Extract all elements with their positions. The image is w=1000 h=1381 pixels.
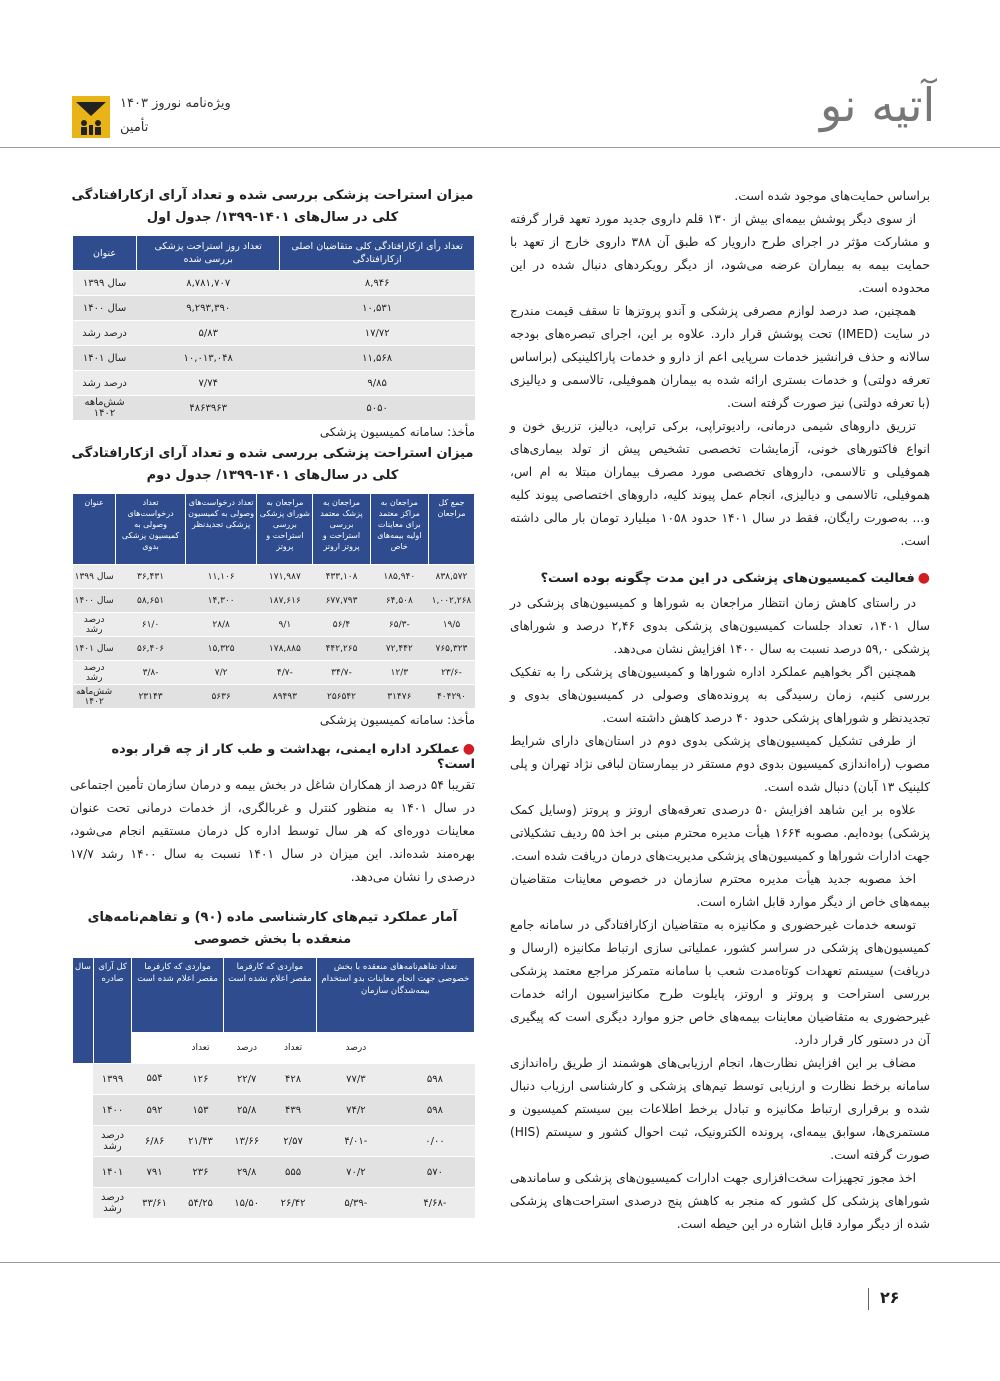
table-cell: ۶۱/۰ [116,613,186,637]
table-header-cell: مواردی که کارفرما مقصر اعلام شده است [132,958,224,1033]
table-cell: ۵۹۸ [395,1064,474,1095]
section-label: تأمین [120,120,149,135]
table-cell: ۴۰۴۲۹۰ [428,685,474,709]
paragraph: علاوه بر این شاهد افزایش ۵۰ درصدی تعرفه‌های اروتز و پروتز (وسایل کمک پزشکی) بوده‌ایم. مصوبه ۱۶۶۴ هیأت مدیره محترم مبنی بر اخذ ۵۵ ردیف تشکیلاتی جهت ادارات شوراها و کمیسیون‌های پزشکی مدیریت‌های درمان دریافت شده است. [510,803,930,863]
footer-divider [0,1262,1000,1263]
paragraph: اخذ مجوز تجهیزات سخت‌افزاری جهت ادارات کمیسیون‌های پزشکی و ساماندهی شوراهای پزشکی کل کشور که منجر به کاهش پنج درصدی استراحت‌های پزشکی شده از دیگر موارد قابل اشاره در این حیطه است. [510,1171,930,1231]
table-cell: ۵۰۵۰ [280,396,475,421]
table-cell: ۷۴/۲ [316,1095,395,1126]
table-cell: ۲۳۱۴۳ [116,685,186,709]
table-cell: ۱۲۶ [178,1064,224,1095]
table-row [73,637,475,661]
section-heading [70,741,475,772]
table1-source: مأخذ: سامانه کمیسیون پزشکی [319,425,475,439]
table-row [73,346,475,371]
table-cell: درصد رشد [73,371,137,396]
table-row [73,371,475,396]
paragraph: اخذ مصوبه جدید هیأت مدیره محترم سازمان در خصوص معاینات متقاضیان بیمه‌های خاص از دیگر موارد قابل اشاره است. [510,872,930,909]
table-cell: ۱۵/۵۰ [223,1188,269,1219]
table-cell: ۵۹۸ [395,1095,474,1126]
table-cell: ۵۵۴ [132,1064,178,1095]
table-cell: ۳۶,۴۳۱ [116,565,186,589]
table-cell: درصد رشد [73,321,137,346]
page-header [0,0,1000,160]
table-header-cell: تعداد تفاهم‌نامه‌های منعقده با بخش خصوصی جهت انجام معاینات بدو استخدام بیمه‌شدگان سازمان [316,958,474,1033]
table-cell: ۷۰/۲ [316,1157,395,1188]
header-divider [0,147,1000,148]
paragraph: از طرفی تشکیل کمیسیون‌های پزشکی بدوی دوم در استان‌های دارای شرایط مصوب (راه‌اندازی کمیسیون بدوی دوم مستقر در بیمارستان لبافی نژاد تهران و پلی کلینیک ۱۳ آبان) دنبال شده است. [510,734,930,794]
table-cell: ۶/۸۶ [132,1126,178,1157]
section-heading-text: فعالیت کمیسیون‌های پزشکی در این مدت چگونه بوده است؟ [540,571,915,586]
section-paragraph: تقریبا ۵۴ درصد از همکاران شاغل در بخش بیمه و درمان سازمان تأمین اجتماعی در سال ۱۴۰۱ به منظور کنترل و غربالگری، از خدمات درمانی تحت عنوان معاینات دوره‌ای که هر سال توسط اداره کل درمان مستقیم انجام می‌شود، بهره‌مند شده‌اند. این میزان در سال ۱۴۰۱ نسبت به سال ۱۴۰۰ رشد ۱۷/۷ درصدی را نشان می‌دهد. [70,778,475,884]
table-cell: ۹/۸۵ [280,371,475,396]
table-header-cell: مراجعان به پزشک معتمد بررسی استراحت و پروتز اروتز [313,494,370,565]
table-cell: ۷۷/۳ [316,1064,395,1095]
table-row [73,685,475,709]
table3-title: آمار عملکرد تیم‌های کارشناسی ماده (۹۰) و تفاهم‌نامه‌های منعقده با بخش خصوصی [87,910,458,947]
table-row [73,1157,475,1188]
table-cell: درصد رشد [93,1188,131,1219]
table-row [73,1188,475,1219]
table-header-cell: تعداد درخواست‌های وصولی به کمیسیون پزشکی تجدیدنظر [185,494,257,565]
table-cell: ۸,۷۸۱,۷۰۷ [137,271,280,296]
table-cell: ۸,۹۴۶ [280,271,475,296]
table-cell: ۲۵/۸ [223,1095,269,1126]
table-cell: -۶۵/۳ [370,613,428,637]
paragraph: براساس حمایت‌های موجود شده است. [734,189,930,203]
paragraph: همچنین اگر بخواهیم عملکرد اداره شوراها و کمیسیون‌های پزشکی را به تفکیک بررسی کنیم، زمان رسیدگی به پرونده‌های وصولی در کمیسیون‌های بدوی و تجدیدنظر و شوراهای پزشکی حدود ۴۰ درصد کاهش داشته است. [510,665,930,725]
table-cell: ۱۴,۳۰۰ [185,589,257,613]
table-cell: -۵/۳۹ [316,1188,395,1219]
table-subheader-cell: تعداد [178,1033,224,1064]
table-cell: سال ۱۳۹۹ [73,565,116,589]
article-body [510,185,930,1236]
table-header-cell: کل آرای صادره [93,958,131,1064]
table-cell: سال ۱۴۰۰ [73,589,116,613]
paragraph: همچنین، صد درصد لوازم مصرفی پزشکی و آندو پروتزها تا سقف قیمت مندرج در سایت (IMED) تحت پوشش قرار دارد. علاوه بر این، اجرای تبصره‌های بودجه سالانه و حذف فرانشیز خدمات سرپایی اعم از دارو و خدمات پاراکلینیکی (براساس تعرفه دولتی) و خدمات بستری ارائه شده به بیماران هموفیلی، تالاسمی و دیالیزی (با تعرفه دولتی) نیز صورت گرفته است. [510,304,930,410]
table-cell: ۹/۱ [257,613,313,637]
table-cell: ۱۱,۱۰۶ [185,565,257,589]
table-row [73,589,475,613]
table-header-cell: عنوان [73,494,116,565]
table-row [73,661,475,685]
right-column [510,185,930,1236]
issue-label: ویژه‌نامه نوروز ۱۴۰۳ [120,96,231,111]
table-cell: ۴۳۹ [270,1095,316,1126]
table-cell: ۷۶۵,۳۲۳ [428,637,474,661]
table-cell: ۷۲,۴۴۲ [370,637,428,661]
table-subheader-cell: درصد [316,1033,395,1064]
table-cell: ۷۹۱ [132,1157,178,1188]
table-cell: درصد رشد [73,613,116,637]
section-heading [510,567,930,590]
table-cell: شش‌ماهه ۱۴۰۲ [73,685,116,709]
tamin-logo-icon [72,96,110,138]
table-cell: سال ۱۴۰۱ [73,637,116,661]
table-cell: -۴/۰۱ [316,1126,395,1157]
section-heading-text: عملکرد اداره ایمنی، بهداشت و طب کار از چه قرار بوده است؟ [111,742,475,772]
table-cell: ۳۳/۶۱ [132,1188,178,1219]
table-cell: ۸۹۴۹۳ [257,685,313,709]
paragraph: مضاف بر این افزایش نظارت‌ها، انجام ارزیابی‌های هوشمند از طریق راه‌اندازی سامانه برخط نظارت و ارزیابی توسط تیم‌های پزشکی و کارشناسی ارزیاب دنبال شده و برقراری ارتباط مکانیزه و تبادل برخط اطلاعات بین سیستم کمیسیون و مستمری‌ها، سوابق بیمه‌ای، پرونده الکترونیک، ثبت احوال کشور و سیستم (HIS) صورت گرفته است. [510,1056,930,1162]
table-cell: ۱۰,۵۳۱ [280,296,475,321]
table-cell: درصد رشد [93,1126,131,1157]
table-cell: ۲۹/۸ [223,1157,269,1188]
table-cell: سال ۱۴۰۱ [73,346,137,371]
table-subheader-cell [395,1033,474,1064]
bullet-icon: ● [462,741,475,757]
table-cell: ۱۳/۶۶ [223,1126,269,1157]
table-cell: ۱۳۹۹ [93,1064,131,1095]
table-cell: ۲۸/۸ [185,613,257,637]
table3 [72,957,475,1219]
table-cell: ۶۴,۵۰۸ [370,589,428,613]
left-column [70,185,475,1219]
table-cell: ۱۵۳ [178,1095,224,1126]
table-cell: ۱۴۰۱ [93,1157,131,1188]
table-cell: ۱۰,۰۱۳,۰۴۸ [137,346,280,371]
table-cell: ۵۴/۲۵ [178,1188,224,1219]
table-header-cell: مراجعان به شورای پزشکی بررسی استراحت و پروتز [257,494,313,565]
table-cell: -۴/۷ [257,661,313,685]
table-cell: -۳۴/۷ [313,661,370,685]
table-cell: ۴۴۲,۲۶۵ [313,637,370,661]
table-header-cell: عنوان [73,236,137,271]
table-subheader-cell: تعداد [270,1033,316,1064]
table-cell: -۳/۸ [116,661,186,685]
table-header-cell: جمع کل مراجعان [428,494,474,565]
table-cell: ۵۸,۶۵۱ [116,589,186,613]
table-header-cell: سال [73,958,94,1064]
table-cell: ۷/۲ [185,661,257,685]
table-cell: ۰/۰۰ [395,1126,474,1157]
table-cell: ۱۴۰۰ [93,1095,131,1126]
table-cell: ۵۹۲ [132,1095,178,1126]
table-cell: شش‌ماهه ۱۴۰۲ [73,396,137,421]
table-cell: درصد رشد [73,661,116,685]
paragraph: از سوی دیگر پوشش بیمه‌ای بیش از ۱۳۰ قلم داروی جدید مورد تعهد قرار گرفته و مشارکت مؤثر در اجرای طرح دارویار که طبق آن ۳۸۸ داروی خارج از تعهد با حمایت بیمه به بیماران عرضه می‌شود، از دیگر رویکردهای دنبال شده در این محدوده است. [510,212,930,295]
table-cell: ۱۷۸,۸۸۵ [257,637,313,661]
table-row [73,1095,475,1126]
table-cell: -۴/۶۸ [395,1188,474,1219]
table1 [72,235,475,421]
table-cell: ۲۱/۴۳ [178,1126,224,1157]
table-cell: ۳۱۴۷۶ [370,685,428,709]
table-cell: ۱۱,۵۶۸ [280,346,475,371]
table-cell: ۱۵,۳۲۵ [185,637,257,661]
table-cell: ۵۶/۴ [313,613,370,637]
table-cell: ۴۳۳,۱۰۸ [313,565,370,589]
table-cell: ۲/۵۷ [270,1126,316,1157]
table-cell: ۱۷/۷۲ [280,321,475,346]
table-cell: ۴۲۸ [270,1064,316,1095]
page-number-separator [868,1288,869,1310]
table2 [72,493,475,709]
table-header-cell: تعداد درخواست‌های وصولی به کمیسیون پزشکی بدوی [116,494,186,565]
table-cell: ۷/۷۴ [137,371,280,396]
table-row [73,1064,475,1095]
table-cell: سال ۱۴۰۰ [73,296,137,321]
table-cell: ۲۶/۴۲ [270,1188,316,1219]
table-cell: -۲۳/۶ [428,661,474,685]
table-cell: ۱,۰۰۲,۲۶۸ [428,589,474,613]
table2-title: میزان استراحت پزشکی بررسی شده و تعداد آرای ازکارافتادگی کلی در سال‌های ۱۴۰۱-۱۳۹۹/ جدول دوم [71,446,474,483]
table-row [73,271,475,296]
table-header-cell: تعداد روز استراحت پزشکی بررسی شده [137,236,280,271]
magazine-logo: آتیه نو [820,78,936,132]
table-cell: ۲۳۶ [178,1157,224,1188]
table-row [73,296,475,321]
table-cell: ۵۷۰ [395,1157,474,1188]
table-cell: ۵۶,۴۰۶ [116,637,186,661]
table-row [73,1126,475,1157]
table-cell: ۱۲/۳ [370,661,428,685]
table-cell: ۱۸۷,۶۱۶ [257,589,313,613]
table-cell: ۱۹/۵ [428,613,474,637]
paragraph: در راستای کاهش زمان انتظار مراجعان به شوراها و کمیسیون‌های پزشکی در سال ۱۴۰۱، تعداد جلسات کمیسیون‌های پزشکی بدوی ۲,۴۶ درصد و شوراهای پزشکی ۵۹,۰ درصد نسبت به سال ۱۴۰۰ افزایش نشان می‌دهد. [510,596,931,656]
table-cell: ۵/۸۳ [137,321,280,346]
table-cell: ۴۸۶۳۹۶۳ [137,396,280,421]
table-row [73,565,475,589]
table-cell: ۱۸۵,۹۴۰ [370,565,428,589]
table-row [73,396,475,421]
table-cell: ۱۷۱,۹۸۷ [257,565,313,589]
table-header-cell: مواردی که کارفرما مقصر اعلام نشده است [223,958,316,1033]
paragraph: تزریق داروهای شیمی درمانی، رادیوتراپی، برکی تراپی، دیالیز، تزریق خون و انواع فاکتورهای خونی، آزمایشات تخصصی تشخیص پیش از تولد بیماری‌های هموفیلی و تالاسمی، داروهای تخصصی مورد مصرف بیماران مبتلا به ام اس، هموفیلی، تالاسمی و دیالیزی، انجام عمل پیوند کلیه، داروهای اختصاصی پیوند کلیه و... به‌صورت رایگان، فقط در سال ۱۴۰۱ حدود ۱۰۵۸ میلیارد تومان بار مالی داشته است. [510,419,930,548]
table-cell: ۲۵۶۵۴۲ [313,685,370,709]
table-cell: ۵۶۳۶ [185,685,257,709]
table-cell: ۸۳۸,۵۷۲ [428,565,474,589]
table-cell: ۹,۲۹۳,۳۹۰ [137,296,280,321]
table-row [73,613,475,637]
table1-title: میزان استراحت پزشکی بررسی شده و تعداد آرای ازکارافتادگی کلی در سال‌های ۱۴۰۱-۱۳۹۹/ جدول اول [71,188,474,225]
table-row [73,321,475,346]
bullet-icon: ● [917,570,930,586]
table-cell: ۶۷۷,۷۹۳ [313,589,370,613]
table-cell: ۲۲/۷ [223,1064,269,1095]
table-header-cell: تعداد رأی ازکارافتادگی کلی متقاضیان اصلی ازکارافتادگی [280,236,475,271]
table-cell: ۵۵۵ [270,1157,316,1188]
table2-source: مأخذ: سامانه کمیسیون پزشکی [319,713,475,727]
table-header-cell: مراجعان به مراکز معتمد برای معاینات اولیه بیمه‌های خاص [370,494,428,565]
table-cell: سال ۱۳۹۹ [73,271,137,296]
paragraph: توسعه خدمات غیرحضوری و مکانیزه به متقاضیان ازکارافتادگی در سامانه جامع کمیسیون‌های پزشکی در سراسر کشور، عملیاتی سازی ارتباط مکانیزه (ارسال و دریافت) سیستم تعهدات کوتاه‌مدت شعب با سامانه متمرکز مراجع معتمد پزشکی بررسی استراحت و پروتز و اروتز، پایلوت طرح مکانیزاسیون ارائه خدمات غیرحضوری به متقاضیان معاینات بیمه‌های خاص جزو موارد دیگری است که پیگیری آن در دستور کار قرار دارد. [510,918,930,1047]
table-subheader-cell: درصد [223,1033,269,1064]
page-number: ۲۶ [880,1288,900,1307]
